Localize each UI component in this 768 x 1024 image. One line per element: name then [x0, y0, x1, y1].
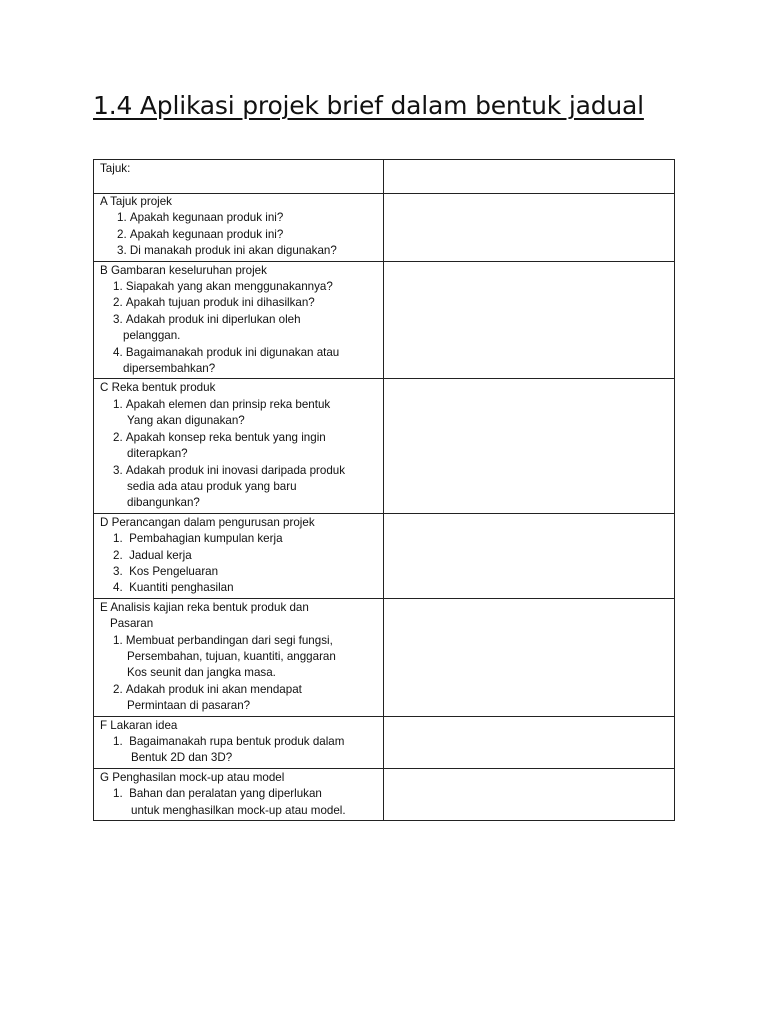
section-b-item-4: [100, 345, 378, 361]
section-b-cell: [94, 261, 384, 379]
item-number: 1.: [113, 633, 123, 647]
section-f-answer-cell: [384, 716, 675, 768]
item-number: 4.: [113, 345, 123, 359]
section-e-heading: E Analisis kajian reka bentuk produk dan: [100, 600, 309, 614]
section-f-item-1: [100, 734, 378, 750]
table-row-tajuk: [94, 160, 675, 194]
item-text: Adakah produk ini inovasi daripada produk: [125, 463, 346, 477]
section-a-item-2: [100, 227, 378, 243]
item-text: Jadual kerja: [129, 548, 192, 562]
item-text: Membuat perbandingan dari segi fungsi,: [125, 633, 333, 647]
section-c-heading: C Reka bentuk produk: [100, 381, 216, 395]
item-text-continuation: untuk menghasilkan mock-up atau model.: [131, 803, 346, 817]
section-d-cell: [94, 513, 384, 598]
item-number: 1.: [113, 397, 123, 411]
section-d-heading: D Perancangan dalam pengurusan projek: [100, 515, 315, 529]
item-number: 1.: [113, 532, 123, 546]
item-number: 3.: [113, 463, 123, 477]
item-text-continuation: Bentuk 2D dan 3D?: [131, 751, 233, 765]
section-d-answer-cell: [384, 513, 675, 598]
section-d-item-2: [100, 548, 378, 564]
section-a-heading: A Tajuk projek: [100, 195, 172, 208]
section-c-item-1: [100, 397, 378, 413]
item-text-continuation: Permintaan di pasaran?: [127, 699, 251, 713]
item-text: Apakah elemen dan prinsip reka bentuk: [125, 397, 331, 411]
section-a-item-3: [100, 243, 378, 259]
section-b-answer-cell: [384, 261, 675, 379]
section-d-item-3: [100, 564, 378, 580]
section-g-answer-cell: [384, 768, 675, 820]
section-a-item-1: [100, 210, 378, 226]
section-b-item-2: [100, 295, 378, 311]
item-text: Adakah produk ini diperlukan oleh: [125, 312, 301, 326]
table-row-section-a: [94, 194, 675, 262]
item-number: 2.: [117, 227, 127, 241]
table-row-section-c: [94, 379, 675, 513]
item-number: 3.: [113, 564, 123, 578]
item-text: Siapakah yang akan menggunakannya?: [125, 280, 333, 294]
item-number: 4.: [113, 581, 123, 595]
item-number: 2.: [113, 548, 123, 562]
tajuk-answer-cell: [384, 160, 675, 194]
table-row-section-d: [94, 513, 675, 598]
item-text: Apakah tujuan produk ini dihasilkan?: [125, 296, 315, 310]
item-text-continuation: dipersembahkan?: [123, 362, 216, 376]
section-g-heading: G Penghasilan mock-up atau model: [100, 770, 285, 784]
page-title: 1.4 Aplikasi projek brief dalam bentuk jadual: [93, 91, 644, 120]
section-e-heading-continuation: Pasaran: [110, 617, 154, 631]
item-text: Bahan dan peralatan yang diperlukan: [129, 787, 322, 801]
section-d-item-1: [100, 531, 378, 547]
item-number: 3.: [117, 244, 127, 258]
item-text: Di manakah produk ini akan digunakan?: [129, 244, 337, 258]
tajuk-label: Tajuk:: [100, 162, 131, 175]
item-number: 2.: [113, 682, 123, 696]
item-text-continuation: pelanggan.: [123, 329, 181, 343]
table-row-section-b: [94, 261, 675, 379]
table-row-section-g: [94, 768, 675, 820]
item-number: 1.: [113, 735, 123, 748]
section-e-cell: [94, 598, 384, 716]
section-c-answer-cell: [384, 379, 675, 513]
section-g-item-1: [100, 786, 378, 802]
section-e-item-2: [100, 682, 378, 698]
item-text-continuation: diterapkan?: [127, 447, 188, 461]
item-text: Adakah produk ini akan mendapat: [125, 682, 302, 696]
item-text-continuation: sedia ada atau produk yang baru: [127, 479, 297, 493]
table-row-section-e: [94, 598, 675, 716]
section-e-answer-cell: [384, 598, 675, 716]
item-number: 2.: [113, 296, 123, 310]
section-b-item-3: [100, 312, 378, 328]
tajuk-label-cell: [94, 160, 384, 194]
item-text: Apakah kegunaan produk ini?: [129, 227, 284, 241]
item-text-continuation: Yang akan digunakan?: [127, 414, 245, 428]
item-text: Kos Pengeluaran: [129, 564, 219, 578]
section-a-cell: [94, 194, 384, 262]
table-row-section-f: [94, 716, 675, 768]
item-text: Bagaimanakah rupa bentuk produk dalam: [129, 735, 345, 748]
item-text-continuation: Kos seunit dan jangka masa.: [127, 666, 276, 680]
item-number: 3.: [113, 312, 123, 326]
item-number: 1.: [117, 211, 127, 225]
section-e-item-1: [100, 633, 378, 649]
section-f-cell: [94, 716, 384, 768]
section-c-item-3: [100, 463, 378, 479]
item-text: Bagaimanakah produk ini digunakan atau: [125, 345, 340, 359]
section-d-item-4: [100, 580, 378, 596]
item-text: Kuantiti penghasilan: [129, 581, 234, 595]
section-c-cell: [94, 379, 384, 513]
section-g-cell: [94, 768, 384, 820]
project-brief-table: [93, 159, 675, 821]
item-text: Apakah konsep reka bentuk yang ingin: [125, 430, 326, 444]
section-b-item-1: [100, 279, 378, 295]
section-c-item-2: [100, 430, 378, 446]
section-a-answer-cell: [384, 194, 675, 262]
item-text-continuation: dibangunkan?: [127, 496, 200, 510]
section-f-heading: F Lakaran idea: [100, 718, 178, 732]
item-text: Pembahagian kumpulan kerja: [129, 532, 283, 546]
item-number: 1.: [113, 787, 123, 801]
item-number: 2.: [113, 430, 123, 444]
section-b-heading: B Gambaran keseluruhan projek: [100, 263, 267, 277]
item-text-continuation: Persembahan, tujuan, kuantiti, anggaran: [127, 649, 336, 663]
item-number: 1.: [113, 280, 123, 294]
item-text: Apakah kegunaan produk ini?: [129, 211, 284, 225]
